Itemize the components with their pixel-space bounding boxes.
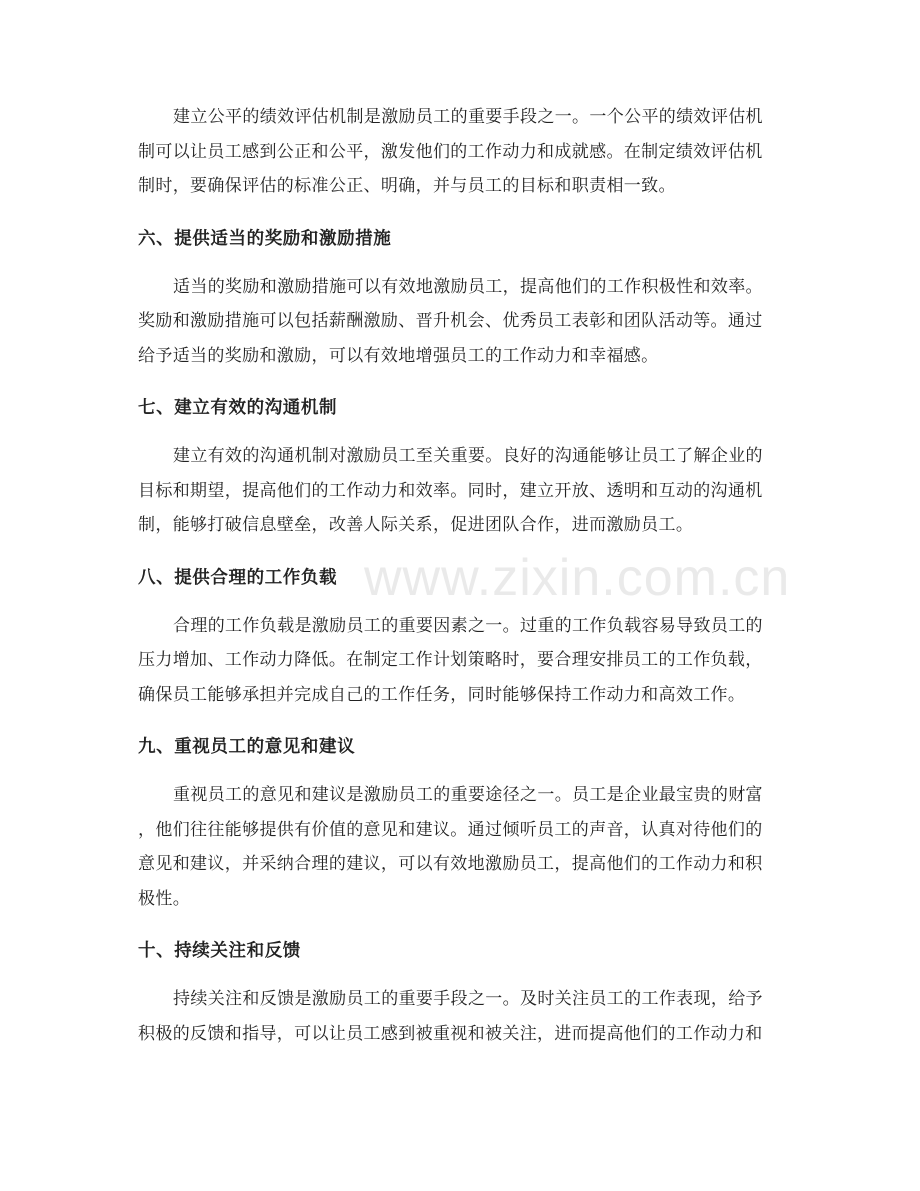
paragraph-line: 合理的工作负载是激励员工的重要因素之一。过重的工作负载容易导致员工的 (173, 615, 763, 636)
paragraph-line: 目标和期望，提高他们的工作动力和效率。同时，建立开放、透明和互动的沟通机 (138, 480, 763, 501)
paragraph-line: 适当的奖励和激励措施可以有效地激励员工，提高他们的工作积极性和效率。 (173, 276, 763, 297)
intro-paragraph (138, 100, 784, 204)
paragraph-line: 压力增加、工作动力降低。在制定工作计划策略时，要合理安排员工的工作负载， (138, 650, 763, 670)
paragraph-line: 确保员工能够承担并完成自己的工作任务，同时能够保持工作动力和高效工作。 (138, 684, 746, 705)
paragraph-line: 极性。 (138, 888, 191, 909)
paragraph-line: ，他们往往能够提供有价值的意见和建议。通过倾听员工的声音，认真对待他们的 (138, 819, 763, 840)
section-paragraph-6 (138, 270, 784, 374)
section-heading-6: 六、提供适当的奖励和激励措施 (138, 228, 392, 249)
paragraph-line: 制，能够打破信息壁垒，改善人际关系，促进团队合作，进而激励员工。 (138, 515, 694, 535)
section-paragraph-10 (138, 982, 784, 1051)
paragraph-line: 建立公平的绩效评估机制是激励员工的重要手段之一。一个公平的绩效评估机 (173, 107, 763, 127)
paragraph-line: 积极的反馈和指导，可以让员工感到被重视和被关注，进而提高他们的工作动力和 (138, 1023, 763, 1044)
paragraph-line: 制可以让员工感到公正和公平，激发他们的工作动力和成就感。在制定绩效评估机 (138, 141, 763, 162)
section-paragraph-8 (138, 609, 784, 713)
section-heading-10: 十、持续关注和反馈 (138, 941, 301, 961)
watermark: www.zixin.com.cn (364, 549, 791, 607)
paragraph-line: 重视员工的意见和建议是激励员工的重要途径之一。员工是企业最宝贵的财富 (173, 785, 763, 805)
paragraph-line: 建立有效的沟通机制对激励员工至关重要。良好的沟通能够让员工了解企业的 (173, 446, 763, 466)
section-heading-9: 九、重视员工的意见和建议 (138, 737, 356, 757)
section-heading-8: 八、提供合理的工作负载 (138, 567, 338, 588)
section-heading-7: 七、建立有效的沟通机制 (138, 398, 338, 418)
paragraph-line: 给予适当的奖励和激励，可以有效地增强员工的工作动力和幸福感。 (138, 345, 659, 366)
paragraph-line: 奖励和激励措施可以包括薪酬激励、晋升机会、优秀员工表彰和团队活动等。通过 (138, 311, 763, 331)
paragraph-line: 制时，要确保评估的标准公正、明确，并与员工的目标和职责相一致。 (138, 176, 676, 196)
document-body (138, 100, 784, 1051)
paragraph-line: 持续关注和反馈是激励员工的重要手段之一。及时关注员工的工作表现，给予 (173, 989, 763, 1009)
paragraph-line: 意见和建议，并采纳合理的建议，可以有效地激励员工，提高他们的工作动力和积 (138, 854, 763, 874)
section-paragraph-7 (138, 439, 784, 543)
section-paragraph-9 (138, 778, 784, 916)
